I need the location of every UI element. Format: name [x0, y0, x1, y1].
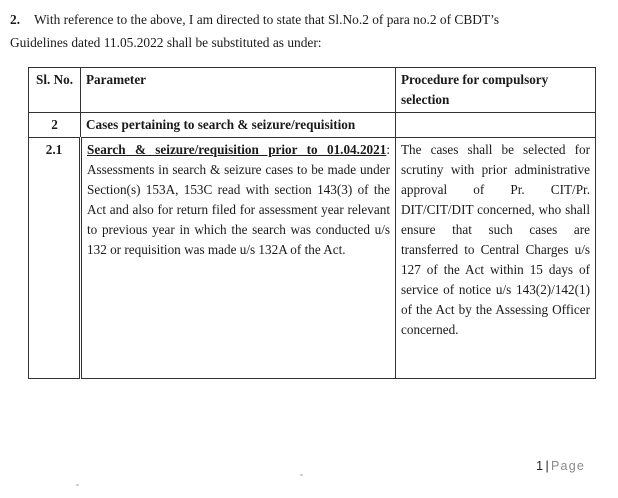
table-row-item	[29, 138, 596, 379]
item-parameter-text: : Assessments in search & seizure cases to be made under Section(s) 153A, 153C read with section 143(3) of the Act and also for return filed for assessment year relevant to previous year in which the search was conducted u/s 132 or requisition was made u/s 132A of the Act.	[87, 142, 390, 257]
section-sl-no: 2	[29, 113, 81, 138]
section-procedure	[396, 113, 596, 138]
section-parameter: Cases pertaining to search & seizure/requisition	[81, 113, 396, 138]
table-header-row	[29, 68, 596, 113]
header-sl-no: Sl. No.	[29, 68, 81, 113]
guidelines-table	[28, 67, 596, 379]
item-sl-no: 2.1	[29, 138, 81, 379]
scan-speck	[300, 474, 303, 476]
page-number: 1	[536, 459, 544, 473]
intro-text-line1: With reference to the above, I am directed to state that Sl.No.2 of para no.2 of CBDT’s	[34, 12, 500, 27]
page-label: Page	[551, 459, 585, 473]
scan-speck	[76, 484, 79, 486]
header-parameter: Parameter	[81, 68, 396, 113]
page-footer	[536, 459, 585, 473]
paragraph-number: 2.	[10, 12, 21, 27]
intro-paragraph	[10, 8, 606, 54]
table-row-section	[29, 113, 596, 138]
footer-separator: |	[545, 459, 549, 473]
item-procedure: The cases shall be selected for scrutiny with prior administrative approval of Pr. CIT/Pr. DIT/CIT/DIT concerned, who shall ensure that such cases are transferred to Central Charges u/s 127 of the Act within 15 days of service of notice u/s 143(2)/142(1) of the Act by the Assessing Officer concerned.	[396, 138, 596, 379]
intro-text-line2: Guidelines dated 11.05.2022 shall be substituted as under:	[10, 35, 322, 50]
item-parameter-heading: Search & seizure/requisition prior to 01.04.2021	[87, 142, 387, 157]
item-parameter	[81, 138, 396, 379]
header-procedure: Procedure for compulsory selection	[396, 68, 596, 113]
